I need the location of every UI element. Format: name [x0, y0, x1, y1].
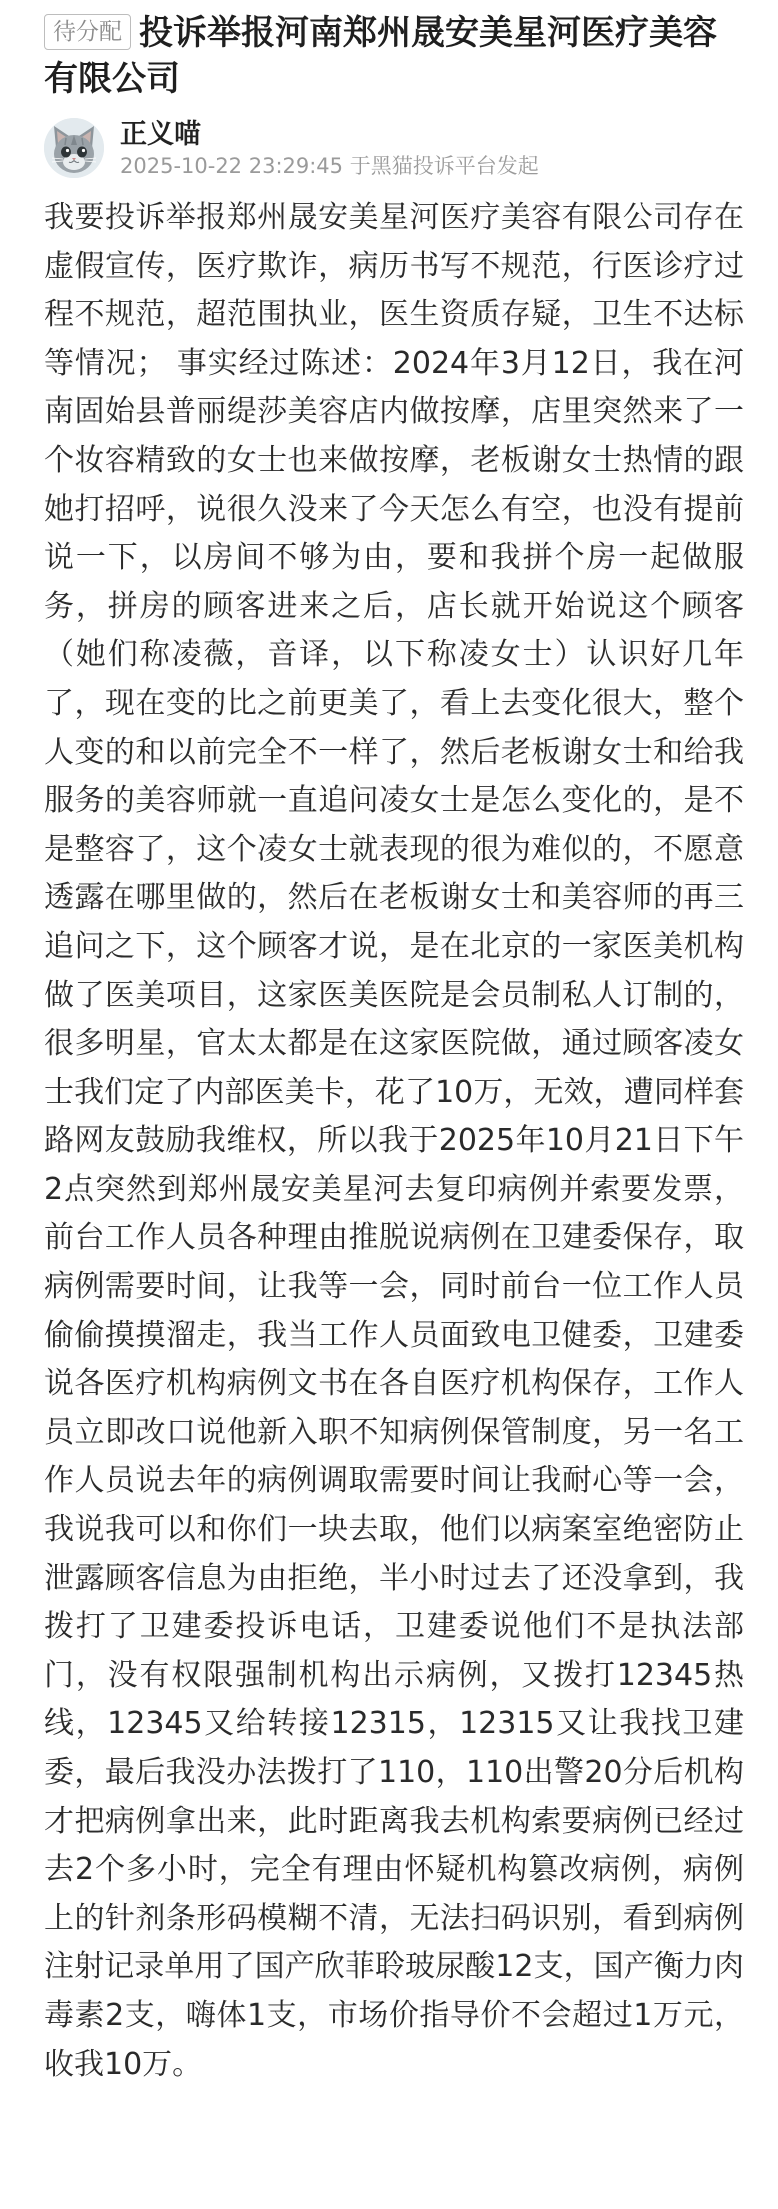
avatar[interactable] [44, 118, 104, 178]
complaint-title: 投诉举报河南郑州晟安美星河医疗美容有限公司 [44, 13, 717, 99]
status-badge: 待分配 [44, 14, 131, 50]
complaint-header [44, 10, 744, 102]
author-row [44, 118, 744, 180]
post-timestamp: 2025-10-22 23:29:45 [120, 154, 344, 178]
gray-cat-avatar-icon [44, 118, 104, 178]
post-source: 于黑猫投诉平台发起 [349, 154, 539, 178]
author-name[interactable]: 正义喵 [120, 119, 201, 150]
post-meta [120, 152, 539, 180]
complaint-body: 我要投诉举报郑州晟安美星河医疗美容有限公司存在虚假宣传，医疗欺诈，病历书写不规范，行医诊疗过程不规范，超范围执业，医生资质存疑，卫生不达标等情况； 事实经过陈述：2024年3月12日，我在河南固始县普丽缇莎美容店内做按摩，店里突然来了一个妆容精致的女士也来做按摩，老板谢女士热情的跟她打招呼，说很久没来了今天怎么有空，也没有提前说一下，以房间不够为由，要和我拼个房一起做服务，拼房的顾客进来之后，店长就开始说这个顾客（她们称凌薇，音译，以下称凌女士）认识好几年了，现在变的比之前更美了，看上去变化很大，整个人变的和以前完全不一样了，然后老板谢女士和给我服务的美容师就一直追问凌女士是怎么变化的，是不是整容了，这个凌女士就表现的很为难似的，不愿意透露在哪里做的，然后在老板谢女士和美容师的再三追问之下，这个顾客才说，是在北京的一家医美机构做了医美项目，这家医美医院是会员制私人订制的，很多明星，官太太都是在这家医院做，通过顾客凌女士我们定了内部医美卡，花了10万，无效，遭同样套路网友鼓励我维权，所以我于2025年10月21日下午2点突然到郑州晟安美星河去复印病例并索要发票，前台工作人员各种理由推脱说病例在卫建委保存，取病例需要时间，让我等一会，同时前台一位工作人员偷偷摸摸溜走，我当工作人员面致电卫健委，卫建委说各医疗机构病例文书在各自医疗机构保存，工作人员立即改口说他新入职不知病例保管制度，另一名工作人员说去年的病例调取需要时间让我耐心等一会，我说我可以和你们一块去取，他们以病案室绝密防止泄露顾客信息为由拒绝，半小时过去了还没拿到，我拨打了卫建委投诉电话，卫建委说他们不是执法部门，没有权限强制机构出示病例，又拨打12345热线，12345又给转接12315，12315又让我找卫建委，最后我没办法拨打了110，110出警20分后机构才把病例拿出来，此时距离我去机构索要病例已经过去2个多小时，完全有理由怀疑机构篡改病例，病例上的针剂条形码模糊不清，无法扫码识别，看到病例注射记录单用了国产欣菲聆玻尿酸12支，国产衡力肉毒素2支，嗨体1支，市场价指导价不会超过1万元，收我10万。 [44, 200, 744, 2082]
